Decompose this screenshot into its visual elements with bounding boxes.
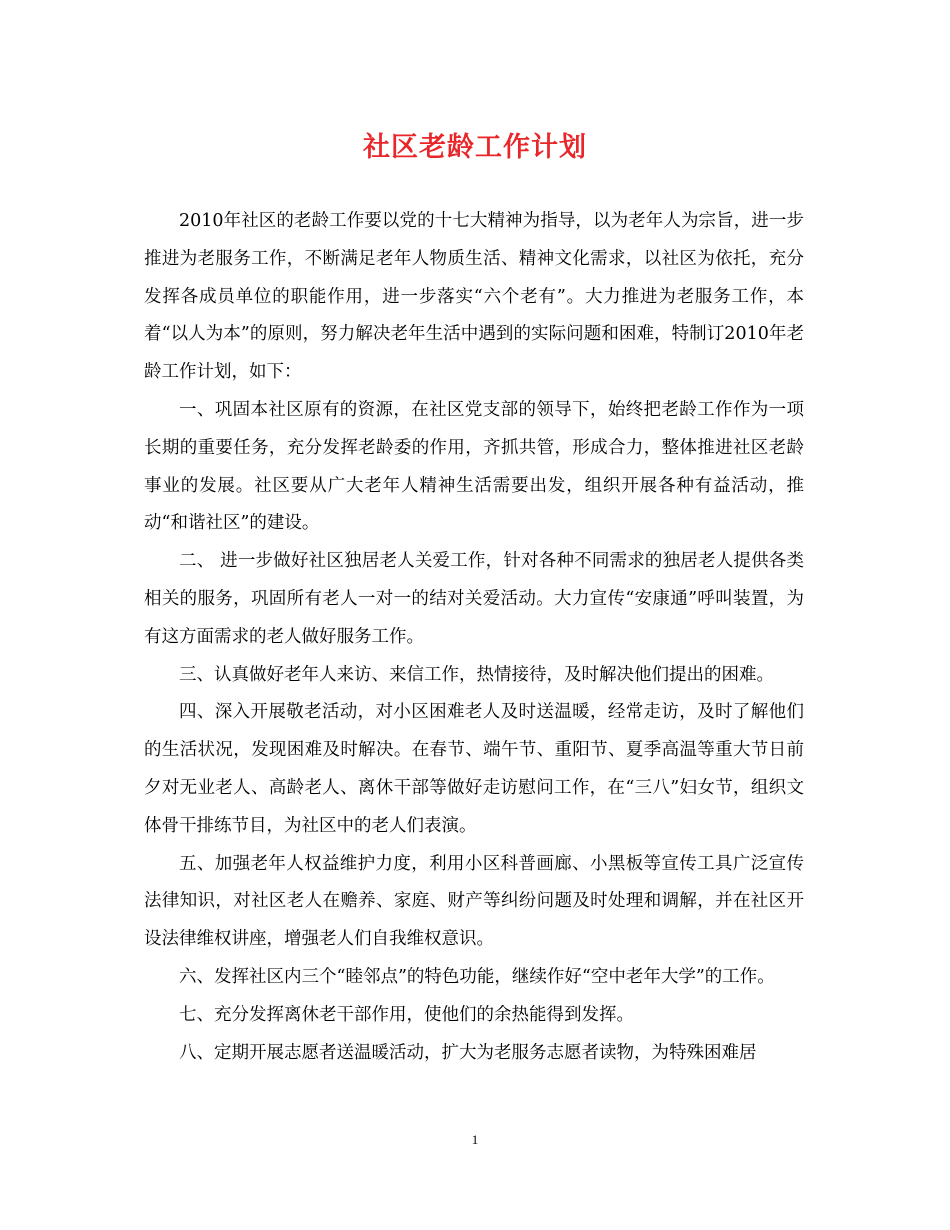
document-body: [144, 203, 804, 1072]
document-title: 社区老龄工作计划: [363, 132, 587, 163]
paragraph-item-3: 三、认真做好老年人来访、来信工作，热情接待，及时解决他们提出的困难。: [179, 664, 774, 685]
paragraph-intro: 2010年社区的老龄工作要以党的十七大精神为指导，以为老年人为宗旨，进一步推进为老服务工作，不断满足老年人物质生活、精神文化需求，以社区为依托，充分发挥各成员单位的职能作用，进一步落实“六个老有”。大力推进为老服务工作，本着“以人为本”的原则，努力解决老年生活中遇到的实际问题和困难，特制订2010年老龄工作计划，如下：: [144, 211, 804, 383]
paragraph-item-4: 四、深入开展敬老活动，对小区困难老人及时送温暖，经常走访，及时了解他们的生活状况，发现困难及时解决。在春节、端午节、重阳节、夏季高温等重大节日前夕对无业老人、高龄老人、离休干部等做好走访慰问工作，在“三八”妇女节，组织文体骨干排练节目，为社区中的老人们表演。: [144, 702, 804, 836]
paragraph-item-2: 二、 进一步做好社区独居老人关爱工作，针对各种不同需求的独居老人提供各类相关的服务，巩固所有老人一对一的结对关爱活动。大力宣传“安康通”呼叫装置，为有这方面需求的老人做好服务工作。: [144, 551, 804, 647]
paragraph-item-6: 六、发挥社区内三个“睦邻点”的特色功能，继续作好“空中老年大学”的工作。: [179, 966, 775, 987]
page-number: 1: [471, 1132, 479, 1147]
paragraph-item-7: 七、充分发挥离休老干部作用，使他们的余热能得到发挥。: [179, 1004, 634, 1025]
paragraph-item-1: 一、巩固本社区原有的资源，在社区党支部的领导下，始终把老龄工作作为一项长期的重要任务，充分发挥老龄委的作用，齐抓共管，形成合力，整体推进社区老龄事业的发展。社区要从广大老年人精神生活需要出发，组织开展各种有益活动，推动“和谐社区”的建设。: [144, 399, 804, 534]
paragraph-item-8: 八、定期开展志愿者送温暖活动，扩大为老服务志愿者读物，为特殊困难居: [179, 1042, 757, 1063]
paragraph-item-5: 五、加强老年人权益维护力度，利用小区科普画廊、小黑板等宣传工具广泛宣传法律知识，对社区老人在赡养、家庭、财产等纠纷问题及时处理和调解，并在社区开设法律维权讲座，增强老人们自我维权意识。: [144, 853, 804, 950]
